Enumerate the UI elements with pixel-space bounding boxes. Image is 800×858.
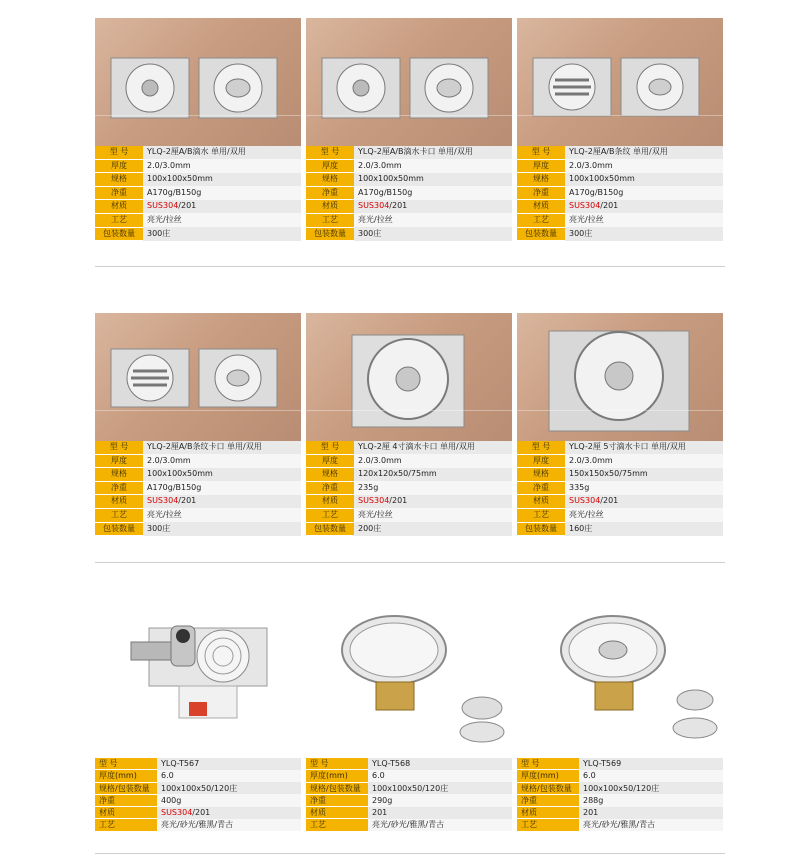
- label-model: 型 号: [306, 758, 368, 770]
- value-size: 100x100x50/120庄: [368, 782, 512, 794]
- label-size: 规格: [306, 173, 354, 187]
- label-model: 型 号: [517, 758, 579, 770]
- round-drain-image: [306, 598, 512, 758]
- product-card: [517, 18, 723, 241]
- value-thickness: 2.0/3.0mm: [354, 159, 512, 173]
- value-finish: 亮光/拉丝: [565, 508, 723, 522]
- product-photo: [517, 313, 723, 441]
- label-finish: 工艺: [517, 213, 565, 227]
- label-material: 材质: [517, 495, 565, 509]
- material-rest: /201: [192, 808, 211, 818]
- label-material: 材质: [95, 495, 143, 509]
- label-weight: 净重: [517, 186, 565, 200]
- value-material: [143, 495, 301, 509]
- product-card: [95, 598, 301, 832]
- label-thickness: 厚度: [306, 159, 354, 173]
- value-finish: 亮光/砂光/雅黑/青古: [368, 819, 512, 831]
- product-card: [95, 313, 301, 536]
- material-sus: SUS304: [161, 808, 193, 818]
- label-model: 型 号: [95, 758, 157, 770]
- section-divider: [95, 853, 725, 854]
- spec-table: [95, 146, 301, 241]
- label-finish: 工艺: [306, 508, 354, 522]
- value-weight: 335g: [565, 481, 723, 495]
- label-finish: 工艺: [517, 508, 565, 522]
- material-sus: SUS304: [147, 496, 179, 506]
- label-thickness: 厚度: [517, 454, 565, 468]
- label-material: 材质: [306, 495, 354, 509]
- label-finish: 工艺: [95, 213, 143, 227]
- label-size: 规格/包装数量: [306, 782, 368, 794]
- label-weight: 净重: [95, 186, 143, 200]
- product-card: [95, 18, 301, 241]
- value-size: 150x150x50/75mm: [565, 468, 723, 482]
- value-material: [157, 807, 301, 819]
- label-weight: 净重: [306, 186, 354, 200]
- value-thickness: 6.0: [157, 770, 301, 782]
- product-card: [517, 313, 723, 536]
- material-rest: /201: [600, 496, 619, 506]
- spec-table: [306, 146, 512, 241]
- value-model: YLQ-T568: [368, 758, 512, 770]
- label-material: 材质: [306, 200, 354, 214]
- label-model: 型 号: [95, 441, 143, 454]
- value-packing: 300庄: [143, 227, 301, 241]
- value-weight: 288g: [579, 794, 723, 806]
- value-finish: 亮光/砂光/雅黑/青古: [157, 819, 301, 831]
- value-model: YLQ-2厘A/B条纹 单用/双用: [565, 146, 723, 159]
- label-finish: 工艺: [306, 819, 368, 831]
- value-model: YLQ-2厘A/B滴水 单用/双用: [143, 146, 301, 159]
- product-card: [306, 313, 512, 536]
- material-rest: /201: [389, 496, 408, 506]
- value-thickness: 2.0/3.0mm: [565, 159, 723, 173]
- label-finish: 工艺: [95, 508, 143, 522]
- value-weight: 400g: [157, 794, 301, 806]
- washer-drain-image: [95, 598, 301, 758]
- material-sus: SUS304: [358, 201, 390, 211]
- value-material: [143, 200, 301, 214]
- product-photo: [95, 598, 301, 758]
- value-material: [565, 200, 723, 214]
- label-size: 规格/包装数量: [517, 782, 579, 794]
- label-weight: 净重: [95, 794, 157, 806]
- round-drain-image: [517, 598, 723, 758]
- label-packing: 包装数量: [517, 522, 565, 536]
- value-size: 100x100x50/120庄: [157, 782, 301, 794]
- product-card: [306, 598, 512, 832]
- product-photo: [306, 313, 512, 441]
- label-packing: 包装数量: [95, 522, 143, 536]
- drain-pair-image: [306, 18, 512, 146]
- value-model: YLQ-2厘A/B条纹卡口 单用/双用: [143, 441, 301, 454]
- label-size: 规格: [306, 468, 354, 482]
- spec-table: [95, 441, 301, 536]
- value-weight: 235g: [354, 481, 512, 495]
- value-finish: 亮光/拉丝: [143, 508, 301, 522]
- value-size: 100x100x50mm: [354, 173, 512, 187]
- label-finish: 工艺: [517, 819, 579, 831]
- label-material: 材质: [95, 200, 143, 214]
- label-thickness: 厚度: [517, 159, 565, 173]
- value-packing: 160庄: [565, 522, 723, 536]
- drain-pair-image: [517, 18, 723, 146]
- value-weight: 290g: [368, 794, 512, 806]
- drain-pair-image: [95, 313, 301, 441]
- label-finish: 工艺: [306, 213, 354, 227]
- value-thickness: 6.0: [579, 770, 723, 782]
- product-photo: [306, 18, 512, 146]
- value-weight: A170g/B150g: [143, 186, 301, 200]
- drain-single-image: [517, 313, 723, 441]
- value-packing: 300庄: [143, 522, 301, 536]
- drain-single-image: [306, 313, 512, 441]
- label-weight: 净重: [306, 481, 354, 495]
- section-divider: [95, 266, 725, 267]
- value-size: 120x120x50/75mm: [354, 468, 512, 482]
- value-size: 100x100x50mm: [143, 173, 301, 187]
- value-packing: 300庄: [354, 227, 512, 241]
- spec-table: [517, 441, 723, 536]
- label-model: 型 号: [517, 441, 565, 454]
- value-size: 100x100x50mm: [143, 468, 301, 482]
- material-sus: SUS304: [569, 201, 601, 211]
- value-model: YLQ-2厘 4寸滴水卡口 单用/双用: [354, 441, 512, 454]
- value-model: YLQ-2厘A/B滴水卡口 单用/双用: [354, 146, 512, 159]
- label-size: 规格: [517, 468, 565, 482]
- product-photo: [95, 18, 301, 146]
- label-weight: 净重: [517, 481, 565, 495]
- label-model: 型 号: [306, 441, 354, 454]
- label-thickness: 厚度(mm): [306, 770, 368, 782]
- value-finish: 亮光/拉丝: [354, 508, 512, 522]
- product-card: [306, 18, 512, 241]
- spec-table: [306, 441, 512, 536]
- label-thickness: 厚度(mm): [95, 770, 157, 782]
- product-photo: [517, 18, 723, 146]
- value-weight: A170g/B150g: [354, 186, 512, 200]
- material-rest: 201: [583, 808, 599, 818]
- value-packing: 300庄: [565, 227, 723, 241]
- label-size: 规格/包装数量: [95, 782, 157, 794]
- label-packing: 包装数量: [95, 227, 143, 241]
- label-weight: 净重: [306, 794, 368, 806]
- label-weight: 净重: [517, 794, 579, 806]
- label-size: 规格: [95, 468, 143, 482]
- value-finish: 亮光/拉丝: [143, 213, 301, 227]
- material-rest: /201: [178, 201, 197, 211]
- spec-table: [95, 758, 301, 832]
- product-card: [517, 598, 723, 832]
- spec-table: [306, 758, 512, 832]
- value-finish: 亮光/拉丝: [354, 213, 512, 227]
- value-model: YLQ-2厘 5寸滴水卡口 单用/双用: [565, 441, 723, 454]
- value-weight: A170g/B150g: [143, 481, 301, 495]
- value-model: YLQ-T567: [157, 758, 301, 770]
- value-material: [368, 807, 512, 819]
- value-model: YLQ-T569: [579, 758, 723, 770]
- value-finish: 亮光/拉丝: [565, 213, 723, 227]
- material-sus: SUS304: [358, 496, 390, 506]
- value-thickness: 6.0: [368, 770, 512, 782]
- material-rest: /201: [389, 201, 408, 211]
- value-size: 100x100x50/120庄: [579, 782, 723, 794]
- label-material: 材质: [517, 200, 565, 214]
- product-photo: [306, 598, 512, 758]
- label-thickness: 厚度: [95, 454, 143, 468]
- value-size: 100x100x50mm: [565, 173, 723, 187]
- label-size: 规格: [517, 173, 565, 187]
- value-thickness: 2.0/3.0mm: [354, 454, 512, 468]
- label-model: 型 号: [517, 146, 565, 159]
- value-thickness: 2.0/3.0mm: [143, 159, 301, 173]
- material-sus: SUS304: [569, 496, 601, 506]
- label-size: 规格: [95, 173, 143, 187]
- material-rest: 201: [372, 808, 388, 818]
- spec-table: [517, 758, 723, 832]
- value-material: [354, 200, 512, 214]
- label-model: 型 号: [95, 146, 143, 159]
- label-material: 材质: [95, 807, 157, 819]
- section-divider: [95, 562, 725, 563]
- material-rest: /201: [178, 496, 197, 506]
- product-photo: [517, 598, 723, 758]
- label-material: 材质: [517, 807, 579, 819]
- value-finish: 亮光/砂光/雅黑/青古: [579, 819, 723, 831]
- value-material: [354, 495, 512, 509]
- label-packing: 包装数量: [306, 522, 354, 536]
- value-packing: 200庄: [354, 522, 512, 536]
- value-thickness: 2.0/3.0mm: [143, 454, 301, 468]
- material-sus: SUS304: [147, 201, 179, 211]
- product-photo: [95, 313, 301, 441]
- label-thickness: 厚度: [95, 159, 143, 173]
- label-weight: 净重: [95, 481, 143, 495]
- label-thickness: 厚度: [306, 454, 354, 468]
- label-model: 型 号: [306, 146, 354, 159]
- spec-table: [517, 146, 723, 241]
- value-material: [579, 807, 723, 819]
- drain-pair-image: [95, 18, 301, 146]
- value-material: [565, 495, 723, 509]
- label-packing: 包装数量: [306, 227, 354, 241]
- material-rest: /201: [600, 201, 619, 211]
- label-packing: 包装数量: [517, 227, 565, 241]
- value-thickness: 2.0/3.0mm: [565, 454, 723, 468]
- label-thickness: 厚度(mm): [517, 770, 579, 782]
- label-finish: 工艺: [95, 819, 157, 831]
- value-weight: A170g/B150g: [565, 186, 723, 200]
- label-material: 材质: [306, 807, 368, 819]
